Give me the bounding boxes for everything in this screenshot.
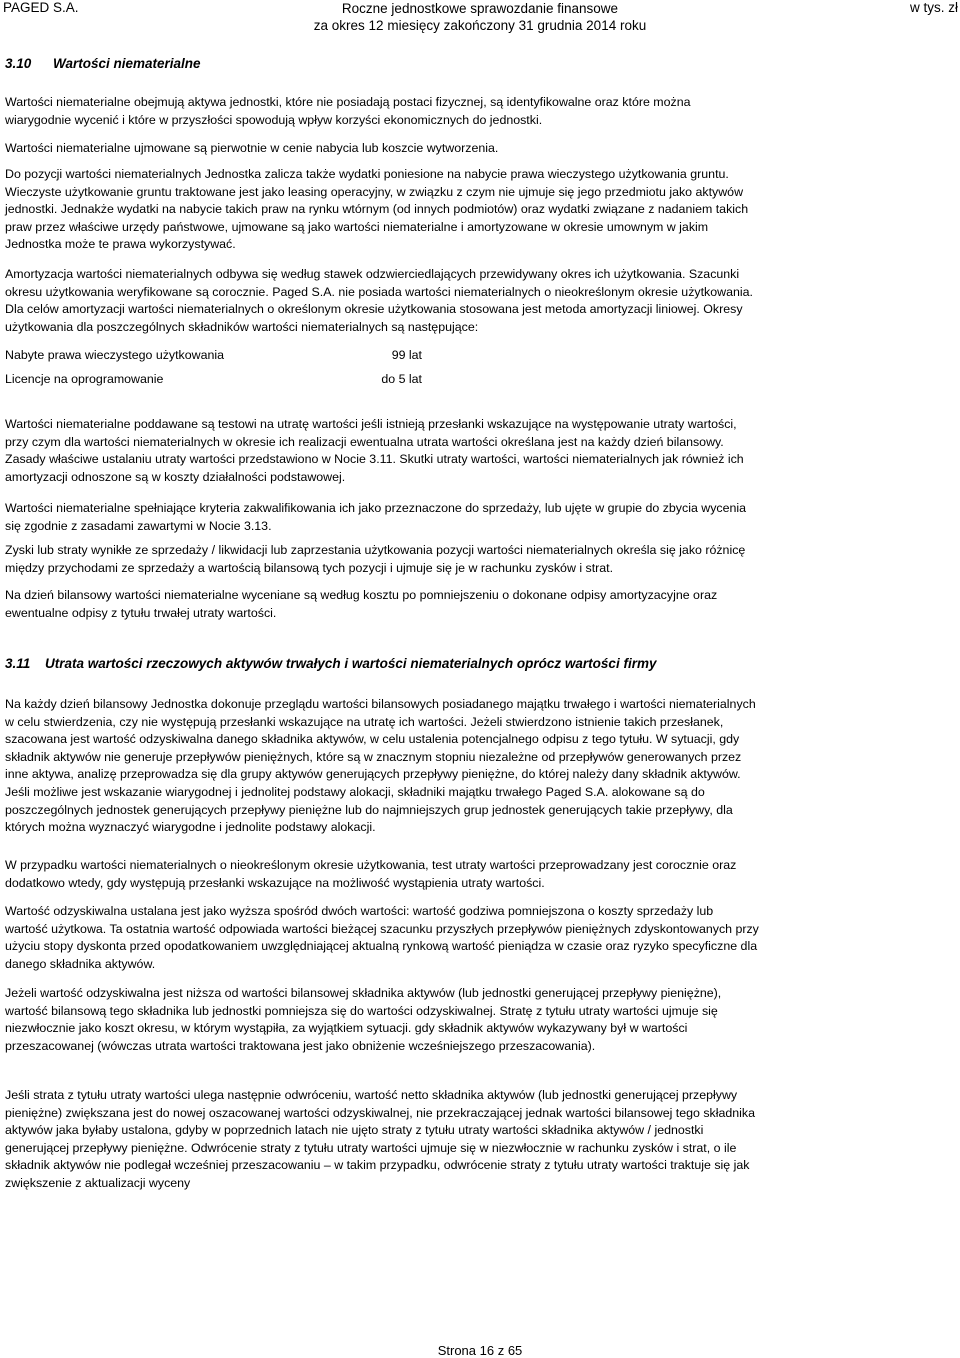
text-line: się zgodnie z zasadami zawartymi w Nocie 3.13. (5, 518, 272, 533)
text-line: praw przez właściwe urzędy państwowe, ujmowane są jako wartości niematerialne i amortyzowane w okresie umownym w jakim (5, 219, 709, 234)
company-name: PAGED S.A. (3, 0, 79, 15)
text-line: między przychodami ze sprzedaży a wartością bilansową tych pozycji i ujmuje się je w rachunku zysków i strat. (5, 560, 614, 575)
text-line: Zasady właściwe ustalaniu utraty wartości przedstawiono w Nocie 3.11. Skutki utraty wartości, wartości niematerialnych jak również ich (5, 452, 744, 467)
paragraph (5, 94, 835, 129)
paragraph (5, 542, 835, 577)
text-line: poszczególnych jednostek generujących przepływy pieniężne lub do najmniejszych grup jednostek generujących takie przepływy, dla (5, 802, 733, 817)
text-line: Wieczyste użytkowanie gruntu traktowane jest jako leasing operacyjny, w związku z czym nie ujmuje się jego przedmiotu jako aktywów (5, 184, 744, 199)
paragraph (5, 416, 835, 486)
text-line: inne aktywa, analizę przeprowadza się dla grupy aktywów generujących przepływy pieniężne, do której należy dany składnik aktywów. (5, 767, 741, 782)
text-line: składnik aktywów nie podlegał wcześniej przeszacowaniu – w takim przypadku, odwrócenie straty z tytułu utraty wartości traktuje się jak (5, 1158, 750, 1173)
text-line: jednostki. Jednakże wydatki na nabycie takich praw na rynku wtórnym (od innych podmiotów) oraz wydatki związane z nadaniem takich (5, 202, 749, 217)
text-line: wiarygodnie wycenić i które w przyszłości spowodują wpływ korzyści ekonomicznych do jednostki. (5, 112, 543, 127)
useful-life-label: Nabyte prawa wieczystego użytkowania (5, 348, 225, 362)
text-line: okresu użytkowania weryfikowane są corocznie. Paged S.A. nie posiada wartości niematerialnych o nieokreślonym okresie użytkowania. (5, 284, 753, 299)
text-line: Do pozycji wartości niematerialnych Jednostka zalicza także wydatki poniesione na nabycie prawa wieczystego użytkowania gruntu. (5, 167, 729, 181)
text-line: Jeśli strata z tytułu utraty wartości ulega następnie odwróceniu, wartość netto składnika aktywów (lub jednostki generującej przepływy (5, 1088, 738, 1102)
text-line: aktywów jaka byłaby ustalona, gdyby w poprzednich latach nie ujęto straty z tytułu utraty wartości składnika aktywów / jednostki (5, 1123, 704, 1138)
text-line: Amortyzacja wartości niematerialnych odbywa się według stawek odzwierciedlających przewidywany okres ich użytkowania. Szacunki (5, 267, 740, 281)
text-line: Wartość odzyskiwalna ustalana jest jako wyższa spośród dwóch wartości: wartość godziwa pomniejszona o koszty sprzedaży lub (5, 904, 714, 918)
page-header (0, 0, 960, 38)
text-line: Na każdy dzień bilansowy Jednostka dokonuje przeglądu wartości bilansowych posiadanego majątku trwałego i wartości niematerialnych (5, 697, 756, 711)
text-line: Wartości niematerialne poddawane są testowi na utratę wartości jeśli istnieją przesłanki wskazujące na występowanie utraty wartości, (5, 417, 737, 431)
text-line: Jeżeli wartość odzyskiwalna jest niższa od wartości bilansowej składnika aktywów (lub jednostki generującej przepływy pieniężne), (5, 986, 722, 1000)
text-line: ewentualne odpisy z tytułu trwałej utraty wartości. (5, 605, 277, 620)
section-3-11-heading (5, 656, 656, 671)
text-line: przeszacowanej (wówczas utrata wartości traktowana jest jako obniżenie wcześniejszego przeszacowania). (5, 1038, 596, 1053)
text-line: amortyzacji odnoszone są w koszty działalności podstawowej. (5, 469, 346, 484)
text-line: dodatkowo wtedy, gdy występują przesłanki wskazujące na możliwość wystąpienia utraty wartości. (5, 875, 545, 890)
text-line: Na dzień bilansowy wartości niematerialne wyceniane są według kosztu po pomniejszeniu o dokonane odpisy amortyzacyjne oraz (5, 588, 718, 602)
useful-life-value: 99 lat (391, 348, 422, 362)
text-line: Zyski lub straty wynikłe ze sprzedaży / likwidacji lub zaprzestania użytkowania pozycji wartości niematerialnych określa się jako różnicę (5, 543, 746, 557)
paragraph (5, 985, 835, 1055)
text-line: zwiększenie z aktualizacji wyceny (5, 1175, 191, 1190)
paragraph (5, 140, 835, 158)
paragraph (5, 857, 835, 892)
section-number: 3.11 (5, 656, 31, 671)
text-line: Jednostka może te prawa wykorzystywać. (5, 237, 236, 252)
text-line: wartość bilansową tego składnika lub jednostki pomniejsza się do wartości odzyskiwalnej. Stratę z tytułu utraty wartości ujmuje się (5, 1003, 718, 1018)
useful-life-value: do 5 lat (381, 372, 422, 386)
text-line: Wartości niematerialne ujmowane są pierwotnie w cenie nabycia lub koszcie wytworzenia. (5, 141, 499, 155)
paragraph (5, 903, 835, 973)
section-number: 3.10 (5, 56, 32, 71)
page-number: Strona 16 z 65 (437, 1343, 523, 1358)
section-3-10-heading (5, 56, 201, 71)
text-line: składnik aktywów nie generuje przepływów pieniężnych, które są w znacznym stopniu niezależne od przepływów generowanych przez (5, 749, 742, 764)
report-title: Roczne jednostkowe sprawozdanie finansowe (341, 1, 619, 16)
paragraph (5, 696, 835, 837)
text-line: w celu stwierdzenia, czy nie występują przesłanki wskazujące na utratę ich wartości. Jeżeli stwierdzono istnienie takich przesłanek, (5, 714, 724, 729)
text-line: użytkowania dla poszczególnych składników wartości niematerialnych są następujące: (5, 319, 479, 334)
text-line: Jeśli możliwe jest wskazanie wiarygodnej i jednolitej podstawy alokacji, składniki majątku trwałego Paged S.A. alokowane są do (5, 784, 705, 799)
text-line: Wartości niematerialne obejmują aktywa jednostki, które nie posiadają postaci fizycznej, są identyfikowalne oraz które można (5, 95, 691, 109)
paragraph (5, 587, 835, 622)
text-line: pieniężne) zwiększana jest do nowej oszacowanej wartości odzyskiwalnej, nie przekraczającej jednak wartości bilansowej tego składnika (5, 1105, 756, 1120)
paragraph (5, 266, 835, 336)
section-title: Wartości niematerialne (53, 56, 201, 71)
report-period: za okres 12 miesięcy zakończony 31 grudnia 2014 roku (313, 18, 647, 33)
section-title: Utrata wartości rzeczowych aktywów trwałych i wartości niematerialnych oprócz wartości firmy (45, 656, 657, 671)
text-line: Dla celów amortyzacji wartości niematerialnych o określonym okresie użytkowania stosowana jest metoda amortyzacji liniowej. Okresy (5, 302, 743, 317)
text-line: niezwłocznie jako koszt okresu, w którym wystąpiła, za wyjątkiem sytuacji. gdy składnik aktywów wykazywany był w wartości (5, 1021, 688, 1036)
text-line: których można wyznaczyć wiarygodne i jednolite podstawy alokacji. (5, 820, 376, 835)
paragraph (5, 500, 835, 535)
text-line: przy czym dla wartości niematerialnych w okresie ich realizacji ewentualna utrata wartości określana jest na każdy dzień bilansowy. (5, 434, 724, 449)
text-line: W przypadku wartości niematerialnych o nieokreślonym okresie użytkowania, test utraty wartości przeprowadzany jest corocznie oraz (5, 858, 737, 872)
paragraph (5, 166, 835, 254)
paragraph (5, 1087, 835, 1193)
currency-unit: w tys. zł (909, 0, 958, 15)
useful-life-label: Licencje na oprogramowanie (5, 372, 164, 386)
text-line: Wartości niematerialne spełniające kryteria zakwalifikowania ich jako przeznaczone do sprzedaży, lub ujęte w grupie do zbycia wycenia (5, 501, 747, 515)
text-line: generującej przepływy pieniężne. Odwrócenie straty z tytułu utraty wartości ujmuje się w niezwłocznie w rachunku zysków i strat, o ile (5, 1140, 737, 1155)
text-line: użyciu stopy dyskonta przed opodatkowaniem uwzględniającej aktualną rynkową wartość pieniądza w czasie oraz ryzyko specyficzne dla (5, 939, 758, 954)
text-line: szacowana jest wartość odzyskiwalna danego składnika aktywów, w celu ustalenia potencjalnego odpisu z tego tytułu. W sytuacji, gdy (5, 732, 740, 747)
text-line: wartość użytkowa. Ta ostatnia wartość odpowiada wartości bieżącej szacunku przyszłych przepływów pieniężnych zdyskontowanych przy (5, 921, 759, 936)
text-line: danego składnika aktywów. (5, 956, 156, 971)
